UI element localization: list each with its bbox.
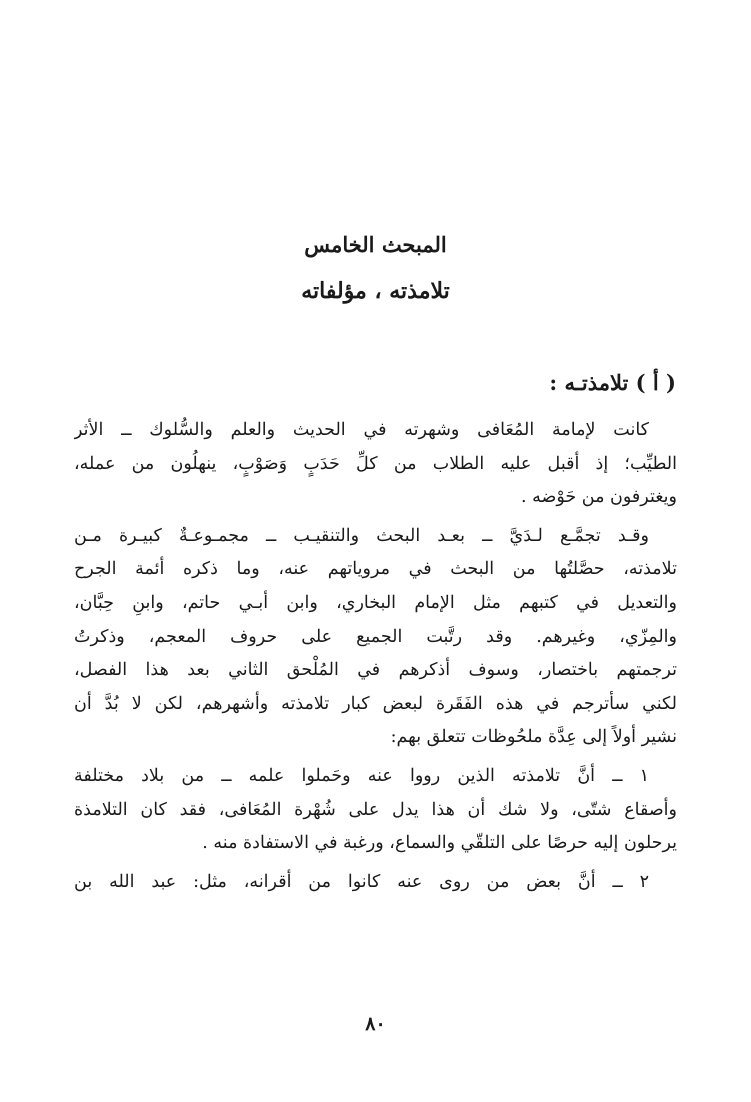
paragraph-line: لكني سأترجم في هذه الفَقَرة لبعض كبار تلامذته وأشهرهم، لكن لا بُدَّ أن [74, 693, 677, 714]
paragraph-4 [74, 866, 677, 900]
paragraph-line: ويغترفون من حَوْضه . [520, 487, 677, 508]
paragraph-line: والتعديل في كتبهم مثل الإمام البخاري، وابن أبـي حاتم، وابنِ حِبَّان، [74, 592, 677, 613]
paragraph-line: وقـد تجمَّـع لـدَيَّ ــ بعـد البحث والتنقيـب ــ مجمـوعـةٌ كبيـرة مـن [74, 525, 649, 546]
section-heading: ( أ ) تلامذتـه : [549, 370, 676, 395]
paragraph-line: كانت لإمامة المُعَافى وشهرته في الحديث والعلم والسُّلوك ــ الأثر [74, 420, 649, 440]
paragraph-line: تلامذته، حصَّلتُها من البحث في مروياتهم عنه، وما ذكره أئمة الجرح [74, 559, 677, 580]
paragraph-line: نشير أولاً إلى عِدَّة ملحُوظات تتعلق بهم: [390, 727, 677, 748]
paragraph-3 [74, 760, 677, 861]
paragraph-line: يرحلون إليه حرصًا على التلقّي والسماع، ورغبة في الاستفادة منه . [202, 833, 677, 854]
paragraph-1 [74, 414, 677, 515]
paragraph-line: ١ ــ أنَّ تلامذته الذين رووا عنه وحَملوا علمه ــ من بلاد مختلفة [74, 765, 649, 786]
paragraph-line: ٢ ــ أنَّ بعض من روى عنه كانوا من أقرانه، مثل: عبد الله بن [74, 871, 649, 892]
paragraph-line: الطيِّب؛ إذ أقبل عليه الطلاب من كلِّ حَدَبٍ وَصَوْبٍ، ينهلُون من عمله، [74, 453, 677, 474]
body-text [74, 414, 677, 904]
paragraph-2 [74, 520, 677, 755]
paragraph-line: ترجمتهم باختصار، وسوف أذكرهم في المُلْحق الثاني بعد هذا الفصل، [74, 660, 677, 681]
paragraph-line: وأصقاع شتّى، ولا شك أن هذا يدل على شُهْرة المُعَافى، فقد كان التلامذة [74, 799, 677, 820]
chapter-label: المبحث الخامس [304, 232, 447, 257]
page-number: ٨٠ [365, 1013, 386, 1035]
chapter-title: تلامذته ، مؤلفاته [301, 278, 450, 304]
paragraph-line: والمِزّي، وغيرهم. وقد رتَّبت الجميع على حروف المعجم، وذكرتُ [74, 626, 677, 647]
